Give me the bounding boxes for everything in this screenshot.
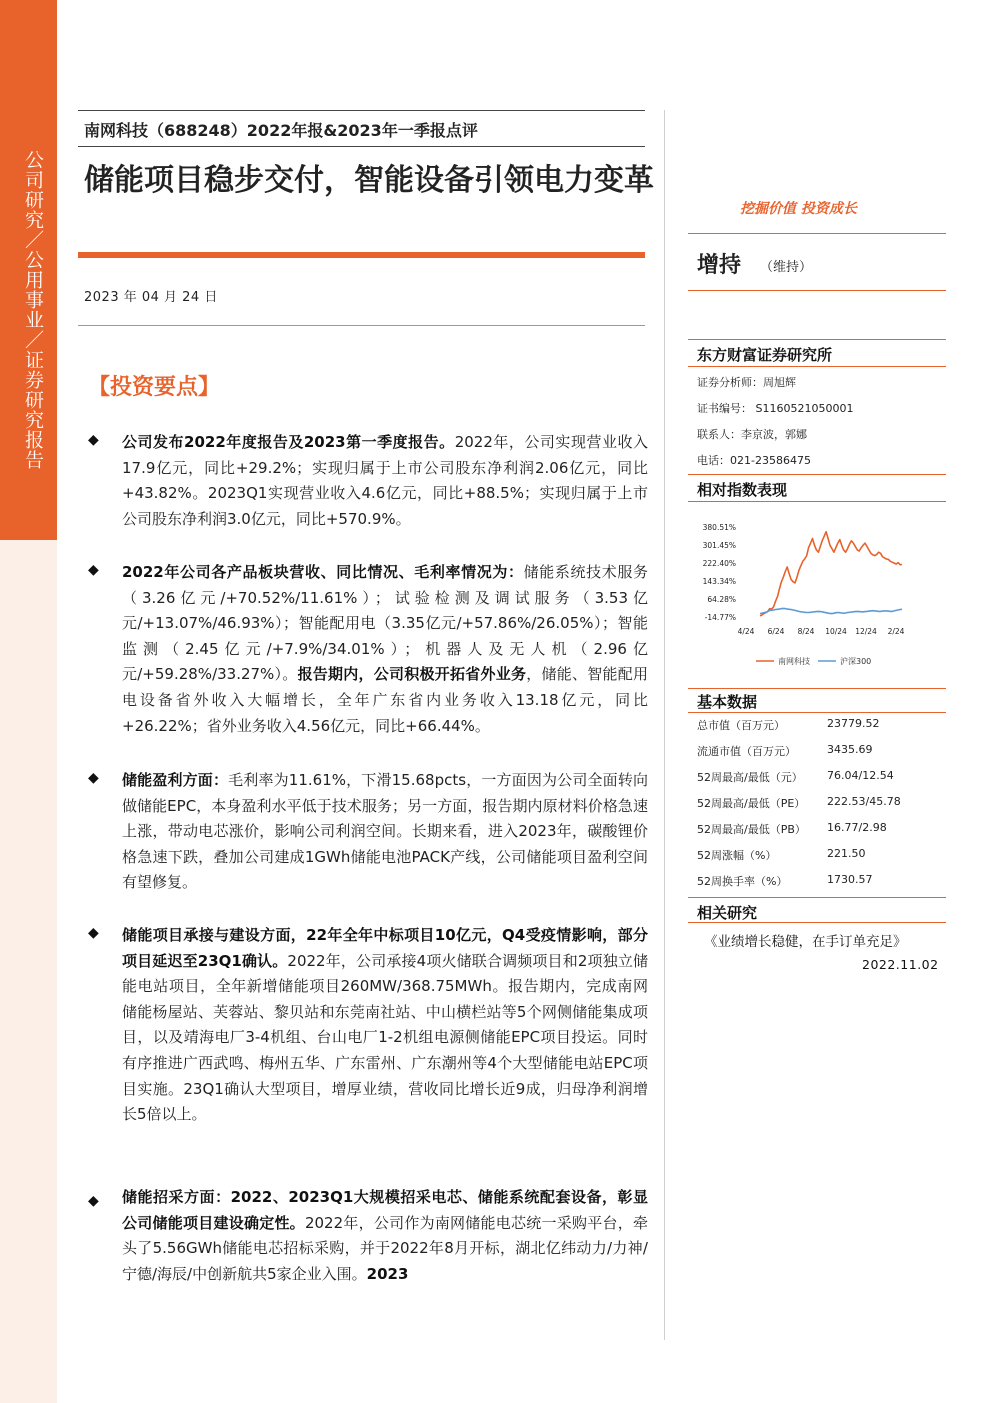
invest-point-2-lead: 2022年公司各产品板块营收、同比情况、毛利率情况为：: [122, 563, 524, 581]
basic-data-row: [697, 717, 942, 739]
research-firm: 东方财富证券研究所: [697, 346, 833, 364]
legend-label: 沪深300: [840, 657, 872, 666]
related-top-rule: [688, 897, 946, 898]
firm-top-rule: [688, 339, 946, 340]
invest-point-2-body: 储能系统技术服务（3.26亿元/+70.52%/11.61%）；试验检测及调试服务（3.53亿元/+13.07%/46.93%）；智能配用电（3.35亿元/+57.86%/26.05%）；智能监测（2.45亿元/+7.9%/34.01%）；机器人及无人机（2.96亿元/+59.28%/33.27%）。: [122, 563, 648, 684]
invest-point-2: [88, 560, 648, 739]
diamond-bullet-icon: ◆: [88, 562, 99, 578]
basic-data-row: [697, 847, 942, 869]
basic-data-row: [697, 769, 942, 791]
report-date: 2023 年 04 月 24 日: [84, 290, 218, 305]
basic-data-value: 221.50: [827, 847, 866, 860]
invest-point-4-lead: 储能项目承接与建设方面，22年全年中标项目10亿元，Q4受疫情影响，部分项目延迟至23Q1确认。: [122, 926, 648, 970]
basic-data-label: 52周最高/最低（PB）: [697, 823, 806, 836]
basic-data-label: 52周换手率（%）: [697, 875, 788, 888]
invest-point-3: [88, 768, 648, 896]
series-line-stock: [760, 532, 902, 616]
invest-point-2-body-2: ，储能、智能配用电设备省外收入大幅增长，全年广东省内业务收入13.18亿元，同比+26.22%；省外业务收入4.56亿元，同比+66.44%。: [122, 665, 648, 735]
contact-persons: 联系人：李京波，郭娜: [697, 428, 807, 441]
invest-point-4: [88, 923, 648, 1128]
headline-accent-bar: [78, 252, 645, 258]
basic-data-row: [697, 743, 942, 765]
basic-data-value: 3435.69: [827, 743, 873, 756]
invest-point-3-lead: 储能盈利方面：: [122, 771, 229, 789]
invest-point-1-lead: 公司发布2022年度报告及2023第一季度报告。: [122, 433, 455, 451]
sidebar-stripe-light: [0, 540, 57, 1403]
basic-data-label: 流通市值（百万元）: [697, 745, 796, 758]
slogan: 挖掘价值 投资成长: [740, 201, 857, 217]
rating-top-rule: [688, 233, 946, 234]
invest-point-5-body: 2022年，公司作为南网储能电芯统一采购平台，牵头了5.56GWh储能电芯招标采购，并于2022年8月开标，湖北亿纬动力/力神/宁德/海辰/中创新航共5家企业入围。: [122, 1213, 648, 1283]
diamond-bullet-icon: ◆: [88, 770, 99, 786]
phone-number: 电话：021-23586475: [697, 454, 811, 467]
basic-data-row: [697, 821, 942, 843]
relative-index-title: 相对指数表现: [697, 481, 788, 499]
related-bottom-rule: [688, 922, 946, 923]
basic-data-value: 222.53/45.78: [827, 795, 901, 808]
basic-data-value: 16.77/2.98: [827, 821, 887, 834]
date-rule: [78, 325, 645, 326]
x-tick-label: 2/24: [887, 627, 905, 636]
column-divider: [664, 110, 665, 1340]
header-mid-rule: [78, 146, 645, 147]
header-top-rule: [78, 110, 645, 111]
x-tick-label: 4/24: [737, 627, 755, 636]
invest-points-heading: 【投资要点】: [88, 374, 221, 400]
diamond-bullet-icon: ◆: [88, 1193, 99, 1209]
basic-data-title: 基本数据: [697, 693, 758, 711]
diamond-bullet-icon: ◆: [88, 925, 99, 941]
diamond-bullet-icon: ◆: [88, 432, 99, 448]
perf-top-rule: [688, 474, 946, 475]
y-tick-label: -14.77%: [704, 613, 736, 622]
page-headline: 储能项目稳步交付，智能设备引领电力变革: [84, 163, 654, 198]
x-tick-label: 6/24: [767, 627, 785, 636]
basic-data-value: 76.04/12.54: [827, 769, 894, 782]
analyst-name: 证券分析师：周旭辉: [697, 376, 796, 389]
invest-point-1: [88, 430, 648, 532]
rating-bottom-rule: [688, 290, 946, 291]
rating-status: （维持）: [760, 260, 813, 275]
y-tick-label: 222.40%: [702, 559, 736, 568]
report-title: 南网科技（688248）2022年报&2023年一季报点评: [84, 121, 478, 140]
invest-point-3-body: 毛利率为11.61%，下滑15.68pcts，一方面因为公司全面转向做储能EPC，本身盈利水平低于技术服务；另一方面，报告期内原材料价格急速上涨，带动电芯涨价，影响公司利润空间。长期来看，进入2023年，碳酸锂价格急速下跌，叠加公司建成1GWh储能电池PACK产线，公司储能项目盈利空间有望修复。: [122, 771, 648, 892]
y-tick-label: 301.45%: [702, 541, 736, 550]
basic-data-label: 总市值（百万元）: [697, 719, 785, 732]
y-tick-label: 64.28%: [707, 595, 736, 604]
relative-performance-chart: [690, 515, 946, 675]
invest-point-5-lead: 储能招采方面：2022、2023Q1大规模招采电芯、储能系统配套设备，彰显公司储能项目建设确定性。: [122, 1188, 648, 1232]
basic-data-label: 52周最高/最低（元）: [697, 771, 803, 784]
legend-label: 南网科技: [778, 657, 810, 666]
invest-point-2-lead-2: 报告期内，公司积极开拓省外业务: [297, 665, 527, 684]
basic-data-label: 52周最高/最低（PE）: [697, 797, 806, 810]
basic-data-value: 1730.57: [827, 873, 873, 886]
basic-data-top-rule: [688, 688, 946, 689]
basic-data-value: 23779.52: [827, 717, 880, 730]
sidebar-category-text: 公司研究／公用事业／证券研究报告: [22, 150, 44, 470]
x-tick-label: 10/24: [825, 627, 847, 636]
invest-point-5-lead-2: 2023: [366, 1264, 409, 1283]
invest-point-5: [88, 1185, 648, 1287]
related-research-date: 2022.11.02: [862, 957, 939, 972]
firm-bottom-rule: [688, 366, 946, 367]
rating: 增持: [697, 253, 742, 278]
basic-data-row: [697, 873, 942, 895]
series-line-index: [760, 608, 902, 613]
related-research-item: 《业绩增长稳健，在手订单充足》: [704, 934, 907, 950]
basic-data-row: [697, 795, 942, 817]
basic-data-bottom-rule: [688, 712, 946, 713]
certificate-number: 证书编号： S1160521050001: [697, 402, 854, 415]
perf-bottom-rule: [688, 501, 946, 502]
y-tick-label: 380.51%: [702, 523, 736, 532]
invest-point-4-body: 2022年，公司承接4项火储联合调频项目和2项独立储能电站项目，全年新增储能项目260MW/368.75MWh。报告期内，完成南网储能杨屋站、芙蓉站、黎贝站和东莞南社站、中山横栏站等5个网侧储能集成项目，以及靖海电厂3-4机组、台山电厂1-2机组电源侧储能EPC项目投运。同时有序推进广西武鸣、梅州五华、广东雷州、广东潮州等4个大型储能电站EPC项目实施。23Q1确认大型项目，增厚业绩，营收同比增长近9成，归母净利润增长5倍以上。: [122, 951, 648, 1124]
x-tick-label: 12/24: [855, 627, 877, 636]
x-tick-label: 8/24: [797, 627, 815, 636]
invest-point-1-body: 2022年，公司实现营业收入17.9亿元，同比+29.2%；实现归属于上市公司股东净利润2.06亿元，同比+43.82%。2023Q1实现营业收入4.6亿元，同比+88.5%；实现归属于上市公司股东净利润3.0亿元，同比+570.9%。: [122, 433, 648, 528]
y-tick-label: 143.34%: [702, 577, 736, 586]
basic-data-label: 52周涨幅（%）: [697, 849, 777, 862]
related-research-title: 相关研究: [697, 904, 758, 922]
